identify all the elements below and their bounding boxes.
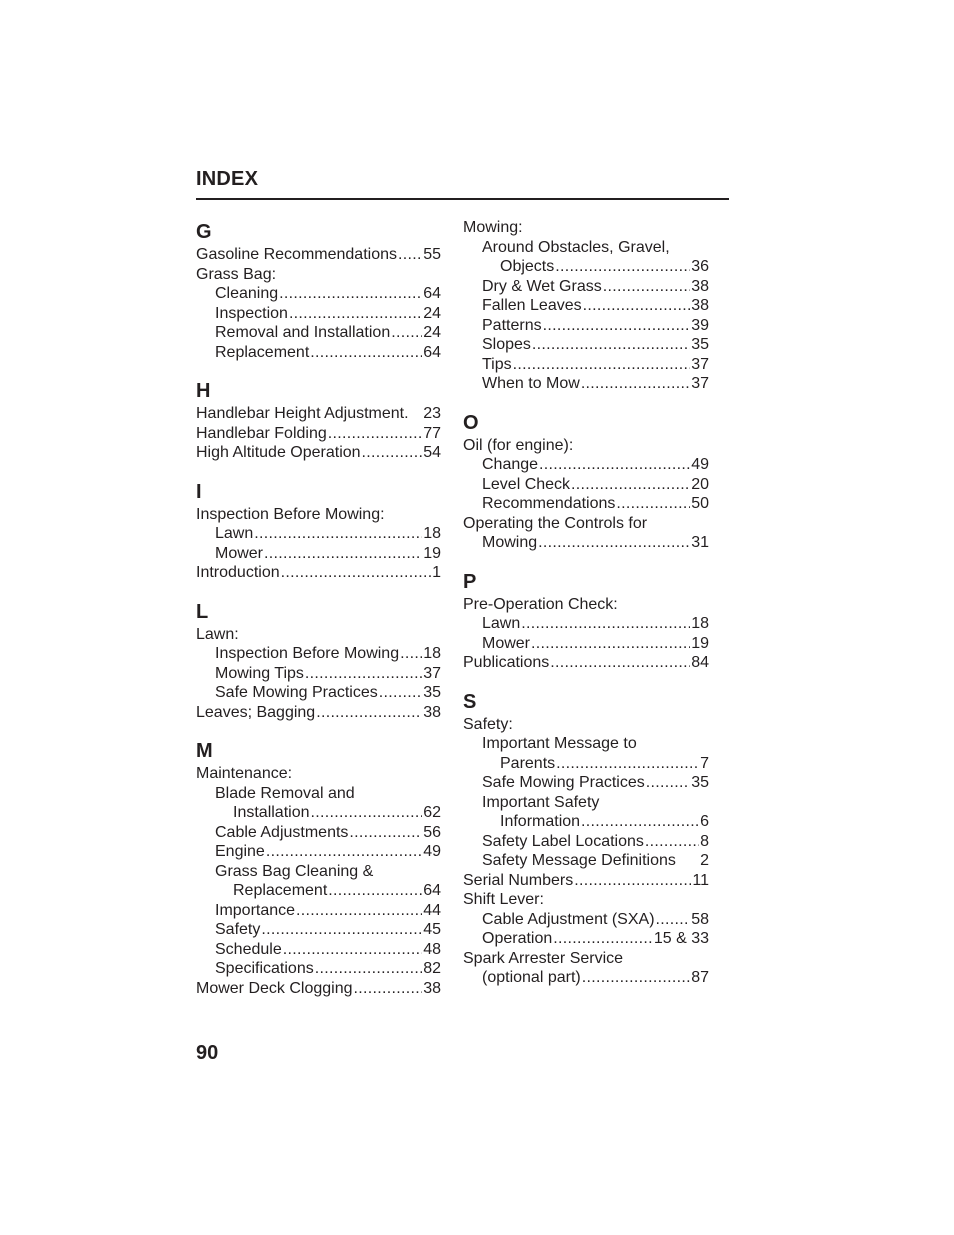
index-entry	[196, 265, 441, 285]
index-entry-text: Blade Removal and	[215, 784, 355, 802]
dot-leader	[254, 524, 422, 544]
dot-leader	[581, 374, 690, 394]
dot-leader	[513, 355, 691, 375]
dot-leader	[281, 563, 431, 583]
index-entry-page: 23	[423, 405, 441, 422]
index-entry	[196, 284, 441, 304]
dot-leader	[328, 881, 422, 901]
dot-leader	[261, 920, 422, 940]
index-entry-text: Schedule	[215, 940, 282, 958]
index-entry-text: Safety Label Locations	[482, 832, 644, 850]
index-entry-page: 77	[423, 424, 441, 442]
index-entry-page: 58	[691, 910, 709, 928]
dot-leader	[400, 644, 422, 664]
index-entry-text: Grass Bag Cleaning &	[215, 862, 374, 880]
index-entry	[196, 505, 441, 525]
index-entry	[463, 257, 709, 277]
index-entry-page: 38	[423, 979, 441, 997]
dot-leader	[539, 455, 690, 475]
index-entry-text: Important Message to	[482, 735, 637, 752]
dot-leader	[266, 842, 422, 862]
index-entry-page: 38	[423, 703, 441, 721]
index-entry-text: Slopes	[482, 336, 531, 353]
index-entry	[463, 595, 709, 615]
dot-leader	[574, 871, 691, 891]
index-entry-text: Specifications	[215, 960, 314, 977]
index-entry	[463, 355, 709, 375]
index-entry	[463, 335, 709, 355]
index-entry-text: Operating the Controls for	[463, 514, 648, 532]
index-entry-page: 37	[423, 664, 441, 682]
dot-leader	[603, 277, 690, 297]
index-entry-text: Pre-Operation Check:	[463, 595, 618, 613]
index-entry-page: 62	[423, 804, 441, 821]
dot-leader	[354, 979, 423, 999]
index-entry-page: 8	[700, 832, 709, 850]
index-entry-page: 49	[691, 456, 709, 473]
index-entry-page: 56	[423, 823, 441, 841]
index-entry-text: Patterns	[482, 316, 542, 334]
index-entry-text: Tips	[482, 355, 512, 373]
index-entry-page: 39	[691, 316, 709, 334]
index-entry-text: Inspection Before Mowing	[215, 645, 400, 662]
index-letter-heading: H	[196, 380, 211, 402]
index-entry-text: Mowing Tips	[215, 664, 304, 682]
dot-leader	[521, 614, 690, 634]
dot-leader	[283, 940, 422, 960]
index-entry-page: 54	[423, 444, 441, 461]
index-entry-text: Cable Adjustments	[215, 823, 349, 841]
index-entry	[463, 614, 709, 634]
index-entry	[463, 296, 709, 316]
index-entry-text: Operation	[482, 930, 553, 947]
dot-leader	[398, 245, 422, 265]
dot-leader	[555, 257, 690, 277]
index-entry	[463, 851, 709, 871]
index-entry	[196, 842, 441, 862]
index-entry-page: 38	[691, 277, 709, 295]
index-entry-text: Objects	[500, 258, 555, 275]
index-letter-heading: L	[196, 600, 209, 623]
index-entry	[196, 323, 441, 343]
index-entry-page: 31	[691, 534, 709, 551]
index-entry-text: Oil (for engine):	[463, 436, 574, 454]
index-entry-page: 20	[691, 475, 709, 493]
index-entry-page: 87	[691, 969, 709, 986]
index-entry-page: 49	[423, 843, 441, 860]
index-entry-page: 11	[692, 871, 709, 889]
index-entry-text: Level Check	[482, 475, 571, 493]
index-entry	[196, 823, 441, 843]
index-entry	[196, 764, 441, 784]
index-entry-page: 44	[423, 901, 441, 919]
index-entry-text: High Altitude Operation	[196, 444, 361, 461]
index-entry-page: 19	[691, 634, 709, 652]
index-entry-text: Installation	[233, 804, 310, 821]
index-entry	[196, 424, 441, 444]
index-entry	[196, 625, 441, 645]
dot-leader	[616, 494, 690, 514]
index-entry	[196, 343, 441, 363]
dot-leader	[362, 443, 423, 463]
index-entry	[196, 644, 441, 664]
index-entry-text: Grass Bag:	[196, 265, 277, 283]
index-entry-page: 35	[423, 684, 441, 701]
index-entry-page: 24	[423, 304, 441, 322]
index-entry-text: Important Safety	[482, 793, 600, 811]
index-entry	[196, 544, 441, 564]
index-entry	[463, 494, 709, 514]
index-entry-text: Mowing	[482, 534, 538, 551]
index-entry	[463, 475, 709, 495]
index-entry	[463, 949, 709, 969]
dot-leader	[305, 664, 422, 684]
index-entry	[463, 653, 709, 673]
index-entry-text: Dry & Wet Grass	[482, 277, 602, 295]
index-entry-page: 19	[423, 544, 441, 562]
index-entry-text: Lawn	[215, 525, 254, 542]
index-entry	[463, 634, 709, 654]
index-entry	[463, 374, 709, 394]
dot-leader	[311, 803, 423, 823]
index-entry-page: 64	[423, 285, 441, 302]
index-entry-text: (optional part)	[482, 969, 581, 986]
index-entry-page: 7	[700, 754, 709, 772]
index-entry-text: Mower Deck Clogging	[196, 979, 353, 997]
index-entry-text: Inspection	[215, 304, 288, 322]
dot-leader	[264, 544, 422, 564]
index-entry	[463, 514, 709, 534]
index-entry-text: Introduction	[196, 564, 280, 581]
dot-leader	[550, 653, 690, 673]
index-entry	[463, 436, 709, 456]
index-letter-heading: S	[463, 690, 477, 713]
index-entry-page: 64	[423, 343, 441, 361]
index-entry-text: Shift Lever:	[463, 891, 544, 908]
index-entry-page: 6	[700, 813, 709, 830]
index-entry	[196, 940, 441, 960]
index-entry	[463, 218, 709, 238]
index-entry-text: Change	[482, 456, 539, 473]
index-entry-page: 37	[691, 355, 709, 373]
index-entry	[196, 683, 441, 703]
index-entry-text: Inspection Before Mowing:	[196, 505, 385, 523]
index-entry	[196, 524, 441, 544]
index-entry-page: 15 & 33	[653, 930, 709, 947]
index-entry-text: Safe Mowing Practices	[482, 774, 645, 791]
index-entry-page: 35	[691, 774, 709, 791]
index-entry-text: Safety:	[463, 715, 513, 733]
index-entry	[196, 245, 441, 265]
dot-leader	[646, 773, 690, 793]
index-entry	[463, 773, 709, 793]
index-entry	[196, 959, 441, 979]
index-entry	[463, 910, 709, 930]
dot-leader	[279, 284, 422, 304]
index-entry-page: 36	[691, 258, 709, 275]
index-entry-page: 64	[423, 882, 441, 899]
index-letter-heading: M	[196, 740, 213, 762]
index-entry-page: 2	[700, 852, 709, 869]
dot-leader	[532, 335, 690, 355]
index-entry-text: Information	[500, 813, 581, 830]
dot-leader	[310, 343, 422, 363]
index-entry-text: When to Mow	[482, 375, 580, 392]
page-number: 90	[196, 1042, 219, 1064]
index-entry	[196, 881, 441, 901]
index-column-left	[196, 219, 441, 998]
dot-leader	[645, 832, 699, 852]
dot-leader	[553, 929, 653, 949]
index-entry-page: 35	[691, 336, 709, 353]
index-entry-text: Replacement	[233, 882, 328, 899]
index-entry-page: 82	[423, 960, 441, 977]
index-entry-text: Spark Arrester Service	[463, 949, 624, 967]
index-letter-heading: G	[196, 221, 212, 243]
index-entry	[463, 238, 709, 258]
index-entry-text: Mower	[215, 544, 264, 562]
dot-leader	[349, 823, 422, 843]
index-entry	[463, 754, 709, 774]
index-entry	[196, 862, 441, 882]
title-rule	[196, 198, 729, 200]
dot-leader	[316, 703, 422, 723]
index-entry	[463, 871, 709, 891]
index-column-right	[463, 218, 709, 988]
index-entry	[196, 803, 441, 823]
dot-leader	[656, 910, 691, 930]
index-entry	[463, 968, 709, 988]
index-entry-text: Safety Message Definitions	[482, 852, 676, 869]
index-entry-page: 18	[691, 615, 709, 632]
index-entry-page: 55	[423, 246, 441, 263]
dot-leader	[328, 424, 422, 444]
index-entry-text: Recommendations	[482, 495, 616, 512]
index-entry-text: Engine	[215, 843, 265, 860]
dot-leader	[583, 296, 691, 316]
index-entry	[196, 979, 441, 999]
index-entry-text: Mowing:	[463, 219, 523, 236]
index-entry-text: Safety	[215, 921, 261, 938]
index-entry-text: Gasoline Recommendations	[196, 246, 397, 263]
dot-leader	[571, 475, 690, 495]
index-entry	[196, 664, 441, 684]
dot-leader	[581, 812, 699, 832]
index-letter-heading: I	[196, 480, 202, 503]
index-entry	[463, 316, 709, 336]
index-letter-heading: P	[463, 570, 477, 593]
index-entry	[463, 832, 709, 852]
index-entry	[463, 715, 709, 735]
index-entry-page: 18	[423, 645, 441, 662]
index-entry	[196, 784, 441, 804]
index-entry	[463, 533, 709, 553]
index-entry-text: Cable Adjustment (SXA)	[482, 910, 655, 928]
index-entry-text: Importance	[215, 901, 296, 919]
index-entry-text: Publications	[463, 654, 550, 671]
index-entry-text: Handlebar Folding	[196, 424, 327, 442]
index-entry-page: 84	[691, 654, 709, 671]
dot-leader	[315, 959, 422, 979]
index-entry-text: Leaves; Bagging	[196, 703, 316, 721]
index-entry-page: 1	[432, 564, 441, 581]
index-entry-page: 45	[423, 921, 441, 938]
index-entry-text: Fallen Leaves	[482, 297, 582, 314]
index-entry-text: Mower	[482, 634, 531, 652]
dot-leader	[289, 304, 422, 324]
index-entry	[463, 929, 709, 949]
index-entry-text: Lawn:	[196, 625, 239, 643]
index-entry-page: 48	[423, 940, 441, 958]
page-title: INDEX	[196, 168, 259, 190]
dot-leader	[391, 323, 422, 343]
index-entry	[196, 443, 441, 463]
index-entry-text: Handlebar Height Adjustment.	[196, 405, 409, 422]
index-entry	[196, 404, 441, 424]
index-entry-page: 18	[423, 525, 441, 542]
index-letter-heading: O	[463, 411, 479, 434]
index-entry	[463, 890, 709, 910]
index-entry	[196, 901, 441, 921]
dot-leader	[543, 316, 691, 336]
index-entry	[463, 734, 709, 754]
index-entry-text: Around Obstacles, Gravel,	[482, 238, 670, 256]
index-entry	[463, 455, 709, 475]
index-entry-text: Replacement	[215, 343, 310, 361]
index-entry-text: Removal and Installation	[215, 324, 391, 341]
dot-leader	[296, 901, 422, 921]
index-entry-text: Maintenance:	[196, 765, 293, 782]
index-entry	[196, 920, 441, 940]
index-entry	[196, 563, 441, 583]
index-entry	[196, 703, 441, 723]
index-entry-page: 50	[691, 495, 709, 512]
index-entry-page: 38	[691, 297, 709, 314]
dot-leader	[538, 533, 690, 553]
index-entry	[463, 277, 709, 297]
index-entry	[463, 812, 709, 832]
index-entry-text: Lawn	[482, 615, 521, 632]
index-entry-text: Serial Numbers	[463, 871, 574, 889]
index-entry-page: 24	[423, 324, 441, 341]
index-entry-text: Safe Mowing Practices	[215, 684, 378, 701]
dot-leader	[379, 683, 422, 703]
index-entry-page: 37	[691, 375, 709, 392]
dot-leader	[556, 754, 699, 774]
index-entry-text: Parents	[500, 754, 556, 772]
dot-leader	[582, 968, 690, 988]
index-entry	[463, 793, 709, 813]
dot-leader	[531, 634, 690, 654]
index-entry	[196, 304, 441, 324]
index-entry-text: Cleaning	[215, 285, 279, 302]
